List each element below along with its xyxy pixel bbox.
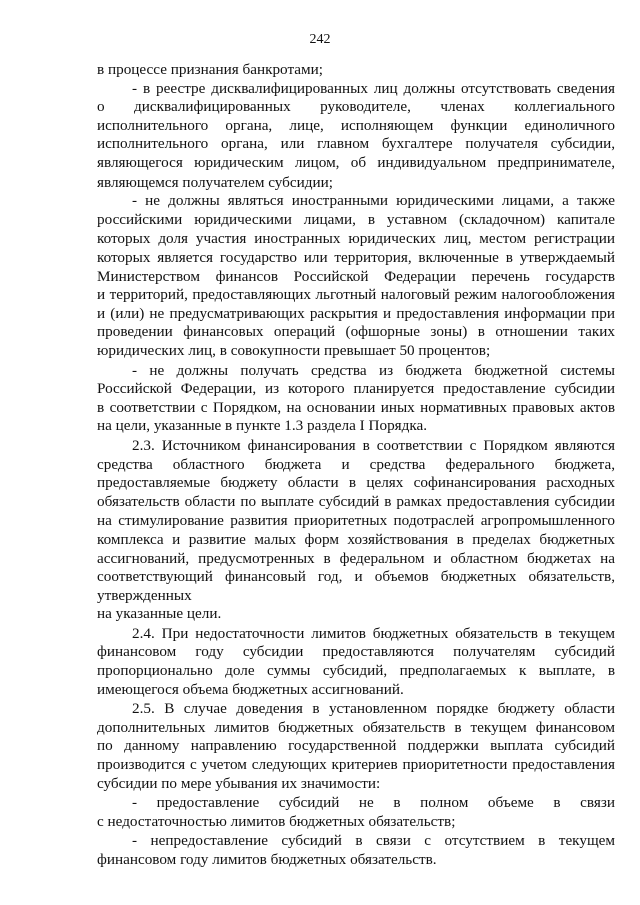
text-line: на цели, указанные в пункте 1.3 раздела I Порядка. [97, 417, 428, 434]
text-line: по данному направлению государственной поддержки выплата субсидий [97, 737, 615, 754]
text-line: о дисквалифицированных руководителе, членах коллегиального [97, 98, 615, 115]
text-line: - не должны являться иностранными юридическими лицами, а также [132, 192, 615, 209]
text-line: российскими юридическими лицами, в уставном (складочном) капитале [97, 211, 615, 228]
page-number: 242 [309, 32, 331, 47]
text-line: предоставляемые бюджету области в целях софинансирования расходных [97, 474, 615, 491]
text-line: 2.4. При недостаточности лимитов бюджетных обязательств в текущем [132, 625, 615, 642]
text-line: обязательств области по выплате субсидий в рамках предоставления субсидии [97, 493, 615, 510]
text-line: дополнительных лимитов бюджетных обязательств в текущем финансовом [97, 719, 615, 736]
text-line: финансовом году субсидии предоставляются получателям субсидий [97, 643, 615, 660]
text-line: на стимулирование развития приоритетных подотраслей агропромышленного [97, 512, 615, 529]
text-line: финансовом году лимитов бюджетных обязательств. [97, 851, 437, 868]
text-line: 2.3. Источником финансирования в соответствии с Порядком являются [132, 437, 615, 454]
text-line: и территорий, предоставляющих льготный налоговый режим налогообложения [97, 286, 615, 303]
text-line: - непредоставление субсидий в связи с отсутствием в текущем [132, 832, 615, 849]
text-line: производится с учетом следующих критериев приоритетности предоставления [97, 756, 615, 773]
text-line: - в реестре дисквалифицированных лиц должны отсутствовать сведения [132, 80, 615, 97]
text-line: Российской Федерации, из которого планируется предоставление субсидии [97, 380, 615, 397]
text-line: в процессе признания банкротами; [97, 61, 323, 78]
text-line: на указанные цели. [97, 605, 222, 622]
text-line: которых является государство или территория, включенные в утверждаемый [97, 249, 615, 266]
text-line: утвержденных [97, 587, 192, 604]
text-line: в соответствии с Порядком, на основании иных нормативных правовых актов [97, 399, 615, 416]
text-line: исполнительного органа, лице, исполняющем функции единоличного [97, 117, 615, 134]
text-line: имеющегося объема бюджетных ассигнований. [97, 681, 404, 698]
text-line: юридических лиц, в совокупности превышает 50 процентов; [97, 342, 491, 359]
text-line: - не должны получать средства из бюджета бюджетной системы [132, 362, 615, 379]
text-line: с недостаточностью лимитов бюджетных обязательств; [97, 813, 456, 830]
text-line: исполнительного органа, или главном бухгалтере получателя субсидии, [97, 135, 615, 152]
text-line: комплекса и развитие малых форм хозяйствования в пределах бюджетных [97, 531, 615, 548]
text-line: и (или) не предусматривающих раскрытия и предоставления информации при [97, 305, 615, 322]
text-line: Министерством финансов Российской Федерации перечень государств [97, 268, 615, 285]
text-line: проведении финансовых операций (офшорные зоны) в отношении таких [97, 323, 615, 340]
text-line: субсидии по мере убывания их значимости: [97, 775, 381, 792]
text-line: средства областного бюджета и средства федерального бюджета, [97, 456, 615, 473]
text-line: являющемся получателем субсидии; [97, 174, 333, 191]
text-line: 2.5. В случае доведения в установленном порядке бюджету области [132, 700, 615, 717]
text-line: ассигнований, предусмотренных в федеральном и областном бюджетах на [97, 550, 615, 567]
text-line: - предоставление субсидий не в полном объеме в связи [132, 794, 615, 811]
text-line: пропорционально доле суммы субсидий, предполагаемых к выплате, в [97, 662, 615, 679]
text-line: которых доля участия иностранных юридических лиц, местом регистрации [97, 230, 615, 247]
text-line: являющегося юридическим лицом, об индивидуальном предпринимателе, [97, 154, 615, 171]
text-line: соответствующий финансовый год, и объемов бюджетных обязательств, [97, 568, 615, 585]
